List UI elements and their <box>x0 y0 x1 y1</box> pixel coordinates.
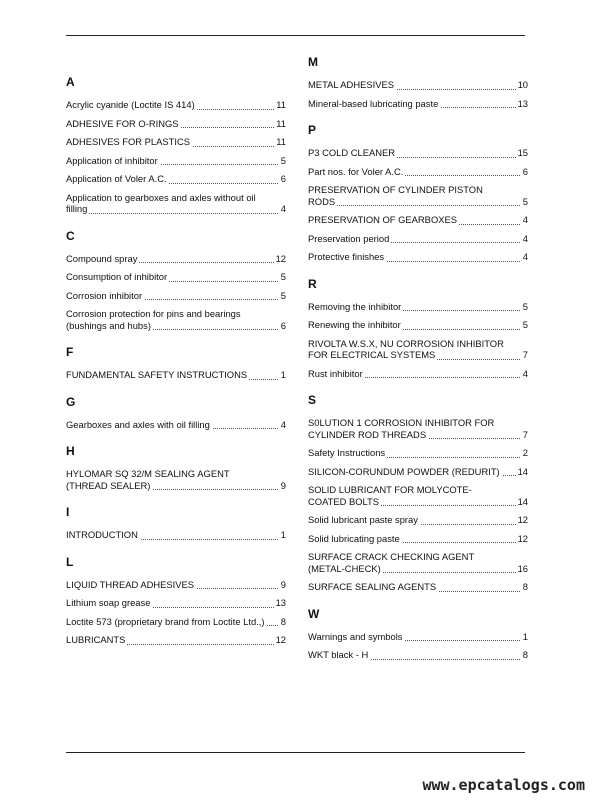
entry-text: Loctite 573 (proprietary brand from Loctite Ltd.,) <box>66 615 265 627</box>
section-letter: I <box>66 505 70 519</box>
entry-page-number: 13 <box>275 597 286 608</box>
entry-text: ADHESIVE FOR O-RINGS <box>66 117 179 129</box>
index-entry[interactable] <box>66 597 286 609</box>
index-entry[interactable] <box>308 184 528 207</box>
entry-page-number: 4 <box>522 251 528 262</box>
entry-text: SURFACE CRACK CHECKING AGENT (METAL-CHECK) <box>308 551 475 574</box>
index-entry[interactable] <box>308 338 528 361</box>
entry-text: PRESERVATION OF GEARBOXES <box>308 214 457 225</box>
entry-page-number: 7 <box>522 428 528 440</box>
entry-text: Preservation period <box>308 232 390 244</box>
entry-page-number: 14 <box>517 465 528 477</box>
entry-text: Solid lubricant paste spray <box>308 514 418 525</box>
index-entry[interactable] <box>308 649 528 661</box>
index-entry[interactable] <box>308 551 528 574</box>
entry-text: Application of inhibitor <box>66 154 158 166</box>
entry-text: Rust inhibitor <box>308 367 363 379</box>
index-section <box>66 444 286 491</box>
entry-text: Renewing the inhibitor <box>308 319 401 330</box>
entry-page-number: 1 <box>280 529 286 540</box>
entry-page-number: 5 <box>280 289 286 301</box>
footer-url[interactable]: www.epcatalogs.com <box>422 776 585 794</box>
entry-text: Part nos. for Voler A.C. <box>308 165 404 177</box>
entry-page-number: 6 <box>522 165 528 177</box>
bottom-rule <box>66 752 525 753</box>
index-section <box>66 555 286 646</box>
section-letter: F <box>66 345 74 359</box>
entry-page-number: 16 <box>517 562 528 574</box>
index-section <box>66 505 286 541</box>
entry-page-number: 7 <box>522 349 528 360</box>
entry-text: SILICON-CORUNDUM POWDER (REDURIT) <box>308 465 500 477</box>
entry-page-number: 5 <box>522 195 528 207</box>
section-letter: H <box>66 444 75 458</box>
entry-text: Application of Voler A.C. <box>66 173 167 184</box>
entry-text: SURFACE SEALING AGENTS <box>308 581 437 592</box>
index-entry[interactable] <box>308 631 528 643</box>
entry-text: Protective finishes <box>308 251 385 262</box>
entry-page-number: 8 <box>522 581 528 592</box>
index-entry[interactable] <box>308 581 528 593</box>
section-letter: L <box>66 554 74 569</box>
entry-page-number: 9 <box>280 479 286 491</box>
section-letter: M <box>308 55 318 69</box>
index-entry[interactable] <box>308 147 528 159</box>
entry-page-number: 4 <box>522 367 528 379</box>
index-entry[interactable] <box>308 251 528 263</box>
entry-page-number: 12 <box>275 252 286 264</box>
entry-page-number: 4 <box>280 418 286 430</box>
entry-page-number: 11 <box>276 117 286 129</box>
index-entry[interactable] <box>308 466 528 478</box>
entry-page-number: 13 <box>517 97 528 109</box>
entry-text: Consumption of inhibitor <box>66 271 168 282</box>
entry-page-number: 14 <box>517 495 528 507</box>
entry-page-number: 5 <box>280 154 286 166</box>
entry-text: Acrylic cyanide (Loctite IS 414) <box>66 99 195 110</box>
index-section <box>308 277 528 380</box>
section-letter: G <box>66 394 76 409</box>
entry-text: RIVOLTA W.S.X, NU CORROSION INHIBITOR FOR ELECTRICAL SYSTEMS <box>308 337 504 360</box>
top-rule <box>66 35 525 36</box>
entry-text: Warnings and symbols <box>308 630 403 642</box>
entry-page-number: 1 <box>522 630 528 642</box>
entry-page-number: 5 <box>280 271 286 282</box>
entry-text: INTRODUCTION <box>66 529 138 540</box>
index-entry[interactable] <box>66 155 286 167</box>
entry-page-number: 5 <box>522 319 528 330</box>
entry-text: Lithium soap grease <box>66 597 151 608</box>
index-section <box>308 393 528 593</box>
index-entry[interactable] <box>308 79 528 91</box>
section-letter: W <box>308 606 320 621</box>
index-section <box>308 55 528 109</box>
index-section <box>66 75 286 215</box>
section-letter: A <box>66 75 75 89</box>
index-entry[interactable] <box>66 99 286 111</box>
entry-text: Compound spray <box>66 252 138 264</box>
entry-text: Removing the inhibitor <box>308 300 402 312</box>
entry-text: Gearboxes and axles with oil filling <box>66 418 210 430</box>
entry-text: S0LUTION 1 CORROSION INHIBITOR FOR CYLINDER ROD THREADS <box>308 417 495 440</box>
entry-text: LUBRICANTS <box>66 634 126 645</box>
index-column-right <box>308 55 528 668</box>
entry-text: METAL ADHESIVES <box>308 79 394 90</box>
entry-text: Solid lubricating paste <box>308 532 400 544</box>
entry-text: Safety Instructions <box>308 447 386 458</box>
entry-page-number: 6 <box>280 173 286 184</box>
index-entry[interactable] <box>308 514 528 526</box>
index-entry[interactable] <box>66 136 286 148</box>
entry-text: ADHESIVES FOR PLASTICS <box>66 136 190 147</box>
entry-page-number: 11 <box>276 99 286 110</box>
index-section <box>66 229 286 332</box>
entry-page-number: 12 <box>517 514 528 525</box>
index-entry[interactable] <box>66 468 286 491</box>
index-entry[interactable] <box>66 579 286 591</box>
entry-page-number: 10 <box>517 79 528 90</box>
entry-page-number: 4 <box>522 214 528 225</box>
entry-page-number: 1 <box>280 369 286 380</box>
section-letter: R <box>308 276 317 291</box>
entry-text: HYLOMAR SQ 32/M SEALING AGENT (THREAD SEALER) <box>66 468 230 491</box>
leader-dots <box>308 205 528 206</box>
entry-text: Application to gearboxes and axles without oil filling <box>66 191 256 214</box>
entry-page-number: 11 <box>276 136 286 147</box>
index-entry[interactable] <box>308 166 528 178</box>
index-entry[interactable] <box>308 301 528 313</box>
entry-text: SOLID LUBRICANT FOR MOLYCOTE-COATED BOLTS <box>308 484 472 507</box>
entry-page-number: 6 <box>280 319 286 331</box>
entry-page-number: 4 <box>280 203 286 214</box>
index-section <box>308 607 528 661</box>
index-entry[interactable] <box>66 369 286 381</box>
entry-text: Mineral-based lubricating paste <box>308 97 439 109</box>
entry-text: Corrosion inhibitor <box>66 289 143 301</box>
section-letter: P <box>308 123 317 137</box>
index-entry[interactable] <box>308 319 528 331</box>
entry-text: Corrosion protection for pins and bearings (bushings and hubs) <box>66 308 241 331</box>
entry-text: FUNDAMENTAL SAFETY INSTRUCTIONS <box>66 369 248 380</box>
index-entry[interactable] <box>308 417 528 440</box>
entry-page-number: 12 <box>275 634 286 645</box>
entry-text: P3 COLD CLEANER <box>308 147 396 158</box>
entry-page-number: 4 <box>522 232 528 244</box>
index-entry[interactable] <box>308 484 528 507</box>
index-section <box>66 345 286 381</box>
index-column-left <box>66 55 286 653</box>
index-entry[interactable] <box>66 118 286 130</box>
section-letter: S <box>308 393 317 407</box>
entry-page-number: 8 <box>280 615 286 627</box>
entry-page-number: 15 <box>517 147 528 158</box>
index-entry[interactable] <box>308 98 528 110</box>
entry-page-number: 8 <box>522 649 528 660</box>
entry-page-number: 2 <box>522 447 528 458</box>
index-entry[interactable] <box>66 192 286 215</box>
index-entry[interactable] <box>66 529 286 541</box>
index-entry[interactable] <box>308 214 528 226</box>
entry-text: PRESERVATION OF CYLINDER PISTON RODS <box>308 184 483 207</box>
entry-page-number: 5 <box>522 300 528 312</box>
section-letter: C <box>66 228 75 243</box>
index-entry[interactable] <box>308 447 528 459</box>
index-entry[interactable] <box>66 173 286 185</box>
index-entry[interactable] <box>66 634 286 646</box>
index-section <box>308 123 528 263</box>
entry-text: WKT black - H <box>308 649 369 660</box>
leader-dots <box>66 213 286 214</box>
index-entry[interactable] <box>66 253 286 265</box>
index-section <box>66 395 286 431</box>
index-entry[interactable] <box>66 290 286 302</box>
entry-text: LIQUID THREAD ADHESIVES <box>66 578 194 590</box>
index-entry[interactable] <box>308 368 528 380</box>
index-entry[interactable] <box>308 533 528 545</box>
index-entry[interactable] <box>308 233 528 245</box>
entry-page-number: 9 <box>280 578 286 590</box>
index-entry[interactable] <box>66 308 286 331</box>
index-entry[interactable] <box>66 419 286 431</box>
entry-page-number: 12 <box>517 532 528 544</box>
index-entry[interactable] <box>66 271 286 283</box>
index-entry[interactable] <box>66 616 286 628</box>
